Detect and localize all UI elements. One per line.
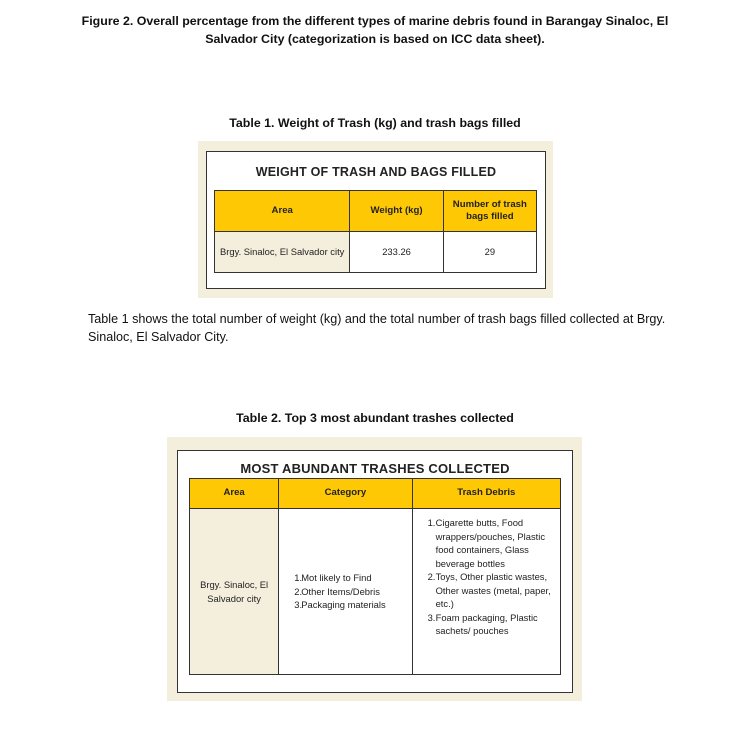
table1-title: WEIGHT OF TRASH AND BAGS FILLED [255, 165, 497, 179]
table1-card [206, 151, 546, 289]
table-row [190, 509, 561, 675]
figure-caption: Figure 2. Overall percentage from the different types of marine debris found in Barangay Sinaloc, El Salvador City (categorization is based on ICC data sheet). [81, 14, 669, 46]
table2-title: MOST ABUNDANT TRASHES COLLECTED [240, 461, 510, 476]
list-item: 3. Foam packaging, Plastic sachets/ pouches [427, 611, 538, 636]
header-bags: Number of trash bags filled [443, 191, 536, 232]
cell-categories [279, 509, 412, 675]
body-paragraph: Table 1 shows the total number of weight (kg) and the total number of trash bags filled collected at Brgy. Sinaloc, El Salvador City. [88, 312, 666, 344]
header-weight: Weight (kg) [350, 191, 443, 232]
weight-table [214, 190, 537, 273]
table-row [215, 232, 537, 273]
table-header-row [215, 191, 537, 232]
abundant-trash-table [189, 478, 561, 675]
header-area: Area [190, 479, 279, 509]
table2-panel [167, 437, 582, 701]
table1-caption: Table 1. Weight of Trash (kg) and trash bags filled [229, 116, 521, 130]
list-item: 3. Packaging materials [294, 599, 386, 611]
cell-bags: 29 [443, 232, 536, 273]
table-header-row [190, 479, 561, 509]
list-item: 1. Mot likely to Find [294, 572, 372, 584]
list-item: 2. Toys, Other plastic wastes, Other wastes (metal, paper, etc.) [427, 571, 551, 609]
cell-debris [412, 509, 560, 675]
header-area: Area [215, 191, 350, 232]
list-item: 1. Cigarette butts, Food wrappers/pouches, Plastic food containers, Glass beverage bottles [427, 517, 546, 569]
header-category: Category [279, 479, 412, 509]
debris-list [413, 509, 560, 638]
table2-caption: Table 2. Top 3 most abundant trashes collected [236, 411, 514, 425]
cell-area: Brgy. Sinaloc, El Salvador city [190, 509, 279, 675]
table2-card [177, 450, 573, 693]
header-trash-debris: Trash Debris [412, 479, 560, 509]
list-item: 2. Other Items/Debris [294, 585, 380, 597]
table1-panel [198, 141, 553, 298]
cell-weight: 233.26 [350, 232, 443, 273]
cell-area: Brgy. Sinaloc, El Salvador city [215, 232, 350, 273]
category-list [279, 571, 411, 612]
